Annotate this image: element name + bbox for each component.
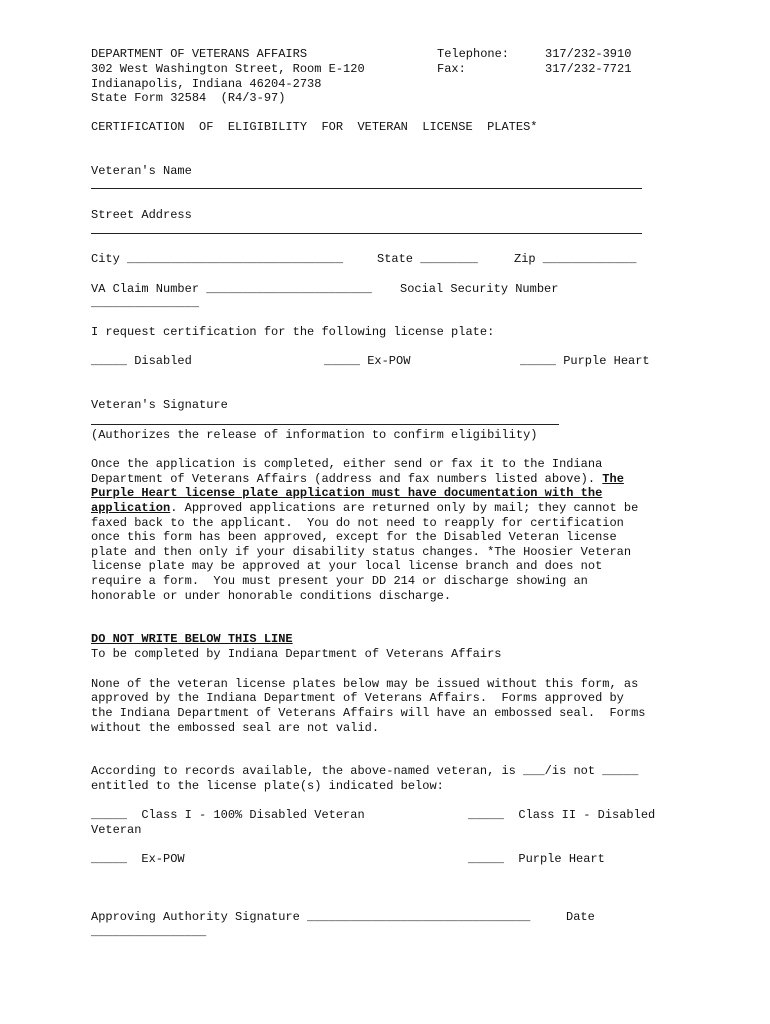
option-purple-heart[interactable]: _____ Purple Heart <box>520 354 650 368</box>
fax-label: Fax: <box>437 62 466 76</box>
ssn-line[interactable]: _______________ <box>91 296 200 310</box>
date-line[interactable]: ________________ <box>91 925 207 939</box>
veteran-name-label: Veteran's Name <box>91 164 192 178</box>
office-paragraph-line: without the embossed seal are not valid. <box>91 721 380 735</box>
office-paragraph-line: approved by the Indiana Department of Veterans Affairs. Forms approved by <box>91 691 624 705</box>
request-intro: I request certification for the following license plate: <box>91 325 495 339</box>
eligibility-statement[interactable]: According to records available, the above-named veteran, is ___/is not _____ <box>91 764 639 778</box>
office-purple-heart-option[interactable]: _____ Purple Heart <box>468 852 605 866</box>
instructions-line <box>91 501 638 516</box>
form-title: CERTIFICATION OF ELIGIBILITY FOR VETERAN LICENSE PLATES* <box>91 120 538 134</box>
veteran-name-line[interactable] <box>91 188 642 189</box>
telephone-label: Telephone: <box>437 47 510 61</box>
office-paragraph-line: the Indiana Department of Veterans Affairs will have an embossed seal. Forms <box>91 706 646 720</box>
signature-note: (Authorizes the release of information to confirm eligibility) <box>91 428 538 442</box>
office-use-subheading: To be completed by Indiana Department of Veterans Affairs <box>91 647 502 661</box>
instructions-line: require a form. You must present your DD 214 or discharge showing an <box>91 574 588 588</box>
date-label: Date <box>566 910 595 924</box>
state-field[interactable]: State ________ <box>377 252 478 266</box>
class-ii-option-cont: Veteran <box>91 823 142 837</box>
approving-authority-signature[interactable]: Approving Authority Signature _______________________________ <box>91 910 531 924</box>
instructions-emphasis: The <box>602 472 624 486</box>
instructions-text: Department of Veterans Affairs (address and fax numbers listed above). <box>91 472 603 486</box>
street-address-line[interactable] <box>91 233 642 234</box>
office-ex-pow-option[interactable]: _____ Ex-POW <box>91 852 185 866</box>
instructions-line: Once the application is completed, either send or fax it to the Indiana <box>91 457 603 471</box>
dept-city: Indianapolis, Indiana 46204-2738 <box>91 77 322 91</box>
option-disabled[interactable]: _____ Disabled <box>91 354 192 368</box>
instructions-emphasis-line: Purple Heart license plate application must have documentation with the <box>91 486 603 500</box>
telephone-value: 317/232-3910 <box>545 47 632 61</box>
instructions-line: faxed back to the applicant. You do not need to reapply for certification <box>91 516 624 530</box>
eligibility-statement-cont: entitled to the license plate(s) indicated below: <box>91 779 444 793</box>
instructions-line: license plate may be approved at your local license branch and does not <box>91 559 603 573</box>
instructions-line: once this form has been approved, except for the Disabled Veteran license <box>91 530 617 544</box>
veteran-signature-line[interactable] <box>91 424 559 425</box>
class-ii-option[interactable]: _____ Class II - Disabled <box>468 808 656 822</box>
instructions-line: honorable or under honorable conditions discharge. <box>91 589 452 603</box>
instructions-line: plate and then only if your disability status changes. *The Hoosier Veteran <box>91 545 632 559</box>
zip-field[interactable]: Zip _____________ <box>514 252 637 266</box>
ssn-label: Social Security Number <box>400 282 559 296</box>
city-field[interactable]: City ______________________________ <box>91 252 344 266</box>
instructions-line <box>91 472 624 487</box>
class-i-option[interactable]: _____ Class I - 100% Disabled Veteran <box>91 808 365 822</box>
dept-street: 302 West Washington Street, Room E-120 <box>91 62 365 76</box>
fax-value: 317/232-7721 <box>545 62 632 76</box>
office-use-heading: DO NOT WRITE BELOW THIS LINE <box>91 632 293 646</box>
dept-name: DEPARTMENT OF VETERANS AFFAIRS <box>91 47 308 61</box>
street-address-label: Street Address <box>91 208 192 222</box>
office-paragraph-line: None of the veteran license plates below may be issued without this form, as <box>91 677 639 691</box>
instructions-text: . Approved applications are returned only by mail; they cannot be <box>170 501 639 515</box>
option-ex-pow[interactable]: _____ Ex-POW <box>324 354 411 368</box>
instructions-emphasis: application <box>91 501 171 515</box>
veteran-signature-label: Veteran's Signature <box>91 398 228 412</box>
va-claim-field[interactable]: VA Claim Number _______________________ <box>91 282 372 296</box>
form-id: State Form 32584 (R4/3-97) <box>91 91 286 105</box>
